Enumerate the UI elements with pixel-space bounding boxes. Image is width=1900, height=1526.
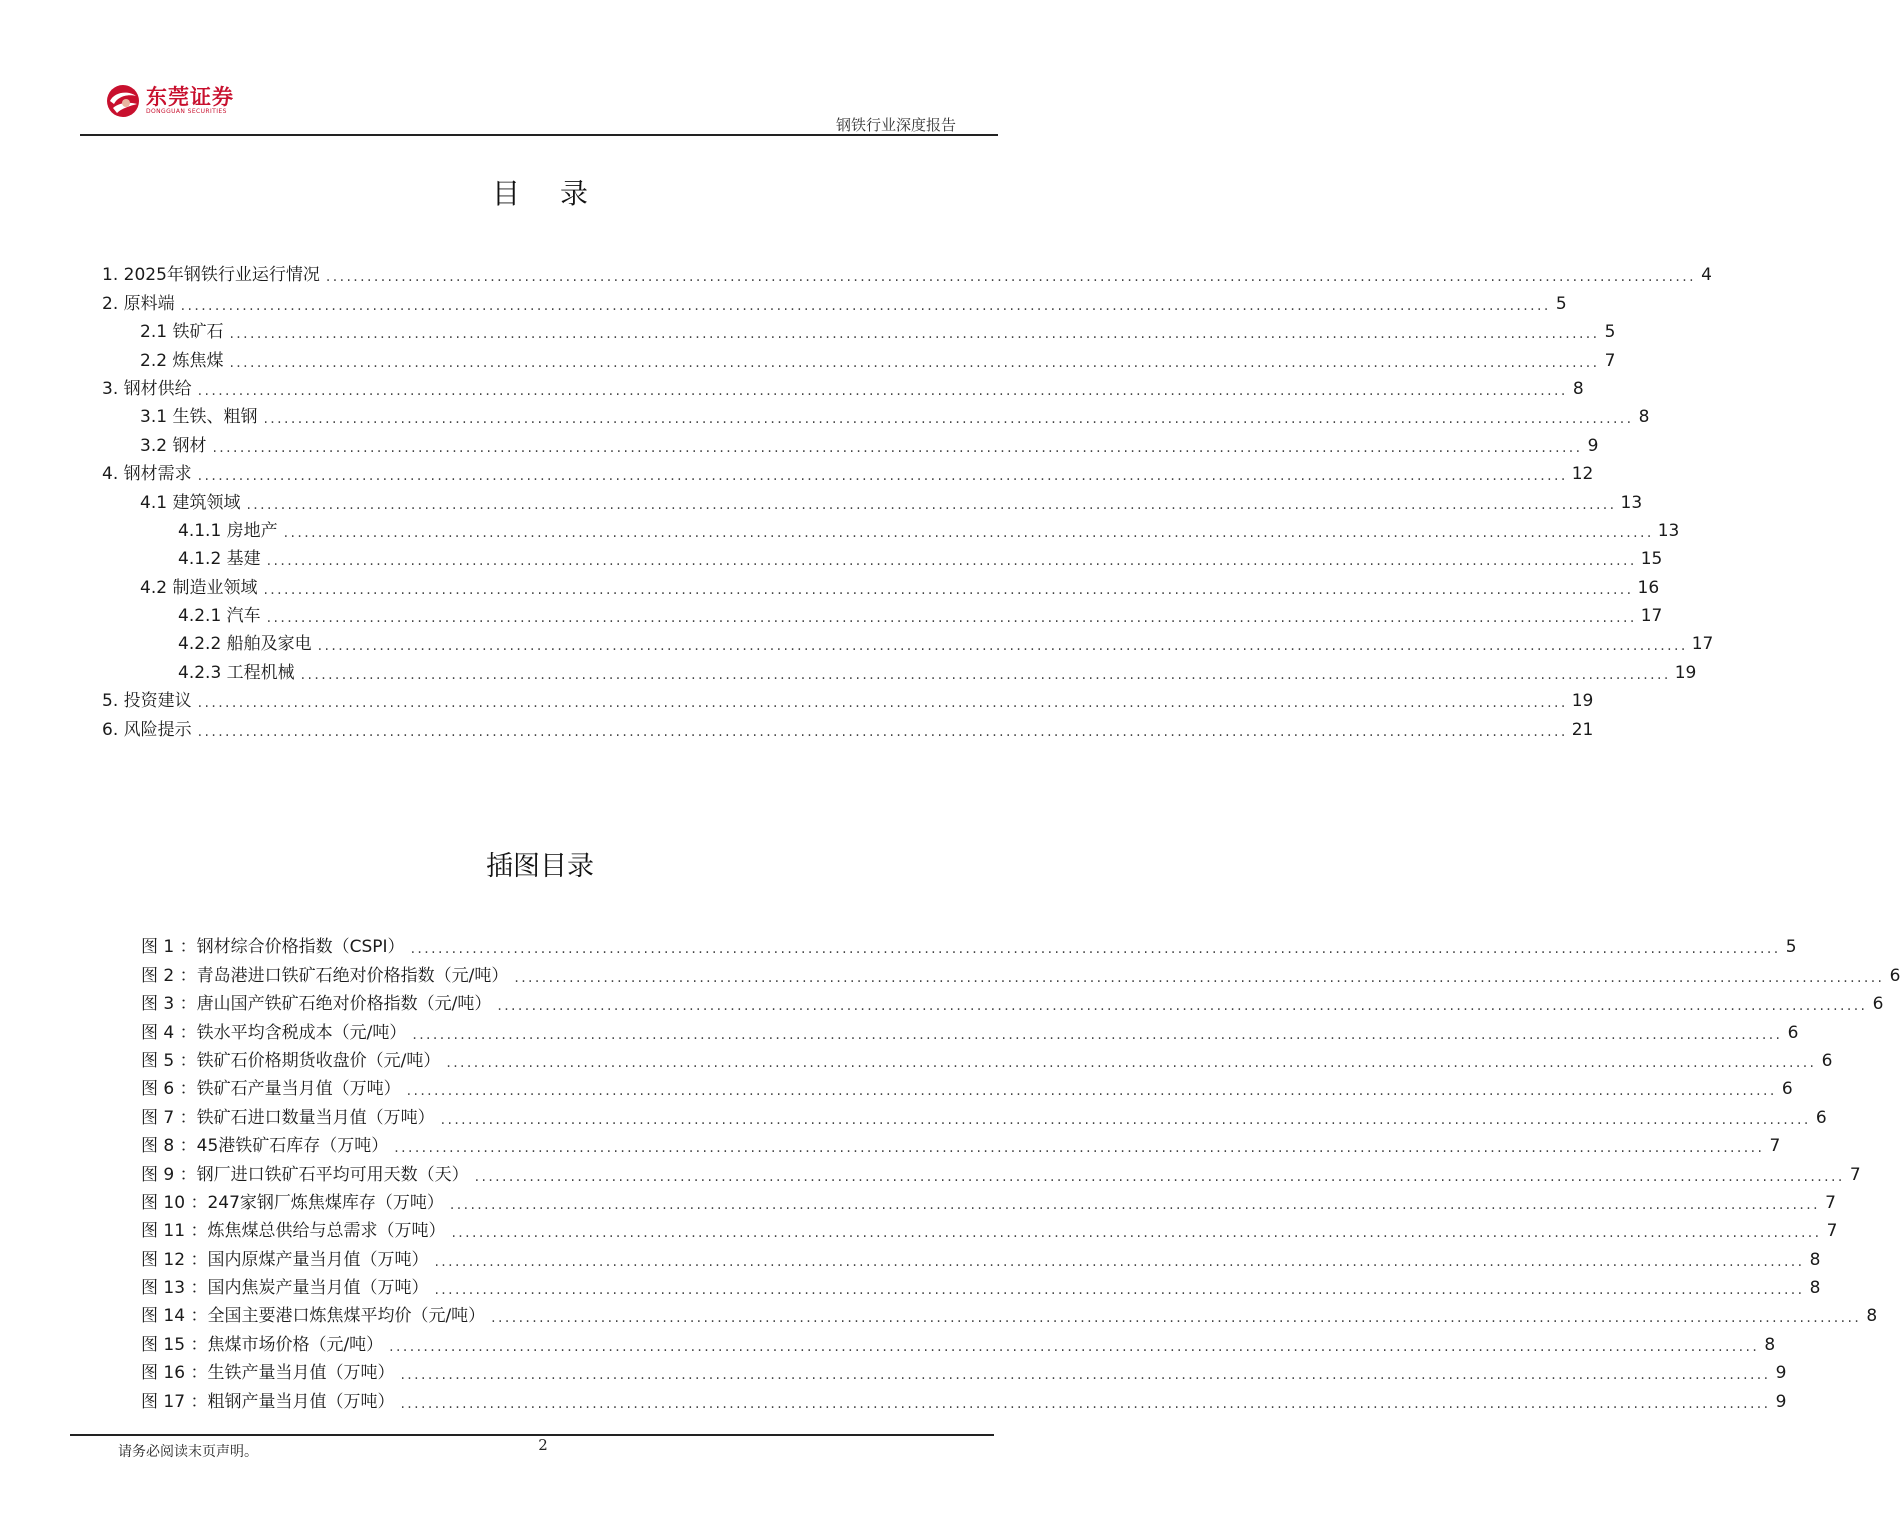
toc-entry-label	[102, 573, 257, 598]
toc-entry-page: 21	[1571, 719, 1594, 740]
toc-entry[interactable]	[102, 711, 1594, 740]
figure-entry-page: 6	[1872, 994, 1884, 1015]
toc-entry-number: 6.	[102, 719, 119, 740]
dot-leader: ........................................................................................................................................................................................................	[410, 941, 1781, 958]
dot-leader: ........................................................................................................................................................................................................	[266, 553, 1637, 570]
dot-leader: ........................................................................................................................................................................................................	[491, 1310, 1862, 1327]
toc-entry-number: 2.	[102, 293, 119, 314]
toc-entry-number: 4.2.2	[178, 634, 222, 655]
dot-leader: ........................................................................................................................................................................................................	[394, 1140, 1765, 1157]
toc-entry-title: 钢材供给	[123, 378, 192, 399]
figure-entry-title: 图 7 ：铁矿石进口数量当月值（万吨）	[141, 1107, 435, 1128]
figure-entry[interactable]	[141, 1071, 1793, 1100]
dot-leader: ........................................................................................................................................................................................................	[497, 998, 1868, 1015]
toc-entry-label	[102, 715, 192, 740]
figure-entry[interactable]	[141, 1383, 1787, 1412]
toc-entry-number: 4.1	[140, 492, 168, 513]
dot-leader: ........................................................................................................................................................................................................	[440, 1111, 1811, 1128]
toc-entry[interactable]	[102, 285, 1567, 314]
dot-leader: ........................................................................................................................................................................................................	[434, 1282, 1805, 1299]
header-divider	[80, 134, 998, 136]
logo-text: 东莞证券	[146, 84, 234, 109]
toc-entry-page: 15	[1640, 549, 1663, 570]
toc-entry-page: 5	[1604, 322, 1616, 343]
toc-entry[interactable]	[102, 598, 1663, 627]
toc-entry-number: 2.1	[140, 322, 168, 343]
figure-entry-page: 9	[1775, 1391, 1787, 1412]
toc-entry-label	[102, 346, 223, 371]
dot-leader: ........................................................................................................................................................................................................	[317, 638, 1688, 655]
toc-entry-label	[102, 658, 295, 683]
toc-entry-title: 铁矿石	[172, 322, 224, 343]
figure-entry[interactable]	[141, 1099, 1827, 1128]
toc-entry-label	[102, 459, 192, 484]
toc-entry-number: 4.2.3	[178, 662, 222, 683]
dot-leader: ........................................................................................................................................................................................................	[434, 1253, 1805, 1270]
toc-entry-page: 19	[1571, 691, 1594, 712]
toc-entry-label	[102, 431, 206, 456]
toc-entry-title: 基建	[226, 549, 261, 570]
toc-entry[interactable]	[102, 342, 1616, 371]
figure-entry-page: 8	[1809, 1278, 1821, 1299]
toc-entry[interactable]	[102, 654, 1697, 683]
toc-entry[interactable]	[102, 427, 1599, 456]
figure-entry-page: 8	[1866, 1306, 1878, 1327]
figure-entry[interactable]	[141, 929, 1797, 958]
dot-leader: ........................................................................................................................................................................................................	[451, 1225, 1822, 1242]
toc-entry-page: 8	[1572, 378, 1584, 399]
figure-list-title: 插图目录	[486, 851, 594, 882]
figure-entry-page: 6	[1821, 1050, 1833, 1071]
dot-leader: ........................................................................................................................................................................................................	[449, 1196, 1820, 1213]
figure-entry-page: 7	[1826, 1221, 1838, 1242]
toc-entry-number: 4.	[102, 464, 119, 485]
toc-entry-label	[102, 289, 175, 314]
toc-entry-number: 4.1.1	[178, 520, 222, 541]
figure-entry-title: 图 1 ：钢材综合价格指数（CSPI）	[141, 937, 405, 958]
toc-entry-page: 4	[1701, 265, 1712, 286]
toc-entry-title: 制造业领域	[172, 577, 258, 598]
toc-entry-number: 4.2.1	[178, 606, 222, 627]
figure-entry-title: 图 17 ：粗钢产量当月值（万吨）	[141, 1391, 395, 1412]
toc-entry-number: 2.2	[140, 350, 168, 371]
toc-entry-number: 3.	[102, 378, 119, 399]
toc-entry-title: 工程机械	[226, 662, 295, 683]
figure-entry[interactable]	[141, 1185, 1836, 1213]
dot-leader: ........................................................................................................................................................................................................	[400, 1395, 1771, 1412]
toc-entry-label	[102, 629, 312, 654]
dot-leader: ........................................................................................................................................................................................................	[263, 411, 1634, 428]
toc-entry-title: 炼焦煤	[172, 350, 224, 371]
toc-entry-title: 2025年钢铁行业运行情况	[123, 265, 320, 286]
toc-entry-page: 7	[1604, 350, 1616, 371]
toc-entry[interactable]	[102, 314, 1616, 343]
dot-leader: ........................................................................................................................................................................................................	[389, 1338, 1760, 1355]
page-header	[80, 78, 998, 136]
toc-entry-title: 生铁、粗钢	[172, 407, 258, 428]
toc-entry-page: 13	[1620, 492, 1643, 513]
toc-entry-page: 12	[1571, 464, 1594, 485]
dot-leader: ........................................................................................................................................................................................................	[197, 695, 1568, 712]
toc-entry-label	[102, 601, 261, 626]
toc-entry-number: 4.2	[140, 577, 168, 598]
toc-entry-page: 17	[1640, 606, 1663, 627]
figure-entry-title: 图 5 ：铁矿石价格期货收盘价（元/吨）	[141, 1050, 441, 1071]
dot-leader: ........................................................................................................................................................................................................	[246, 496, 1617, 513]
figure-entry-title: 图 11 ：炼焦煤总供给与总需求（万吨）	[141, 1221, 446, 1242]
figure-entry[interactable]	[141, 1298, 1878, 1327]
figure-entry[interactable]	[141, 986, 1884, 1015]
toc-entry-number: 3.1	[140, 407, 168, 428]
toc-entry-label	[102, 488, 240, 513]
toc-entry-title: 风险提示	[123, 719, 192, 740]
figure-entry[interactable]	[141, 1326, 1776, 1355]
toc-entry-title: 原料端	[123, 293, 175, 314]
toc-entry-title: 汽车	[226, 606, 261, 627]
figure-entry[interactable]	[141, 1043, 1833, 1071]
figure-entry-title: 图 15 ：焦煤市场价格（元/吨）	[141, 1334, 384, 1355]
dot-leader: ........................................................................................................................................................................................................	[514, 969, 1885, 986]
toc-entry-number: 1.	[102, 265, 119, 286]
toc-entry-page: 16	[1637, 577, 1660, 598]
dot-leader: ........................................................................................................................................................................................................	[263, 581, 1634, 598]
figure-entry-title: 图 14 ：全国主要港口炼焦煤平均价（元/吨）	[141, 1306, 486, 1327]
figure-entry-page: 7	[1849, 1164, 1861, 1185]
toc-entry-label	[102, 374, 192, 399]
dot-leader: ........................................................................................................................................................................................................	[283, 524, 1654, 541]
figure-entry-page: 8	[1809, 1249, 1821, 1270]
figure-entry-page: 7	[1825, 1192, 1836, 1213]
toc-entry-title: 钢材需求	[123, 464, 192, 485]
toc-entry-label	[102, 402, 257, 427]
dot-leader: ........................................................................................................................................................................................................	[229, 326, 1600, 343]
figure-entry-title: 图 13 ：国内焦炭产量当月值（万吨）	[141, 1278, 429, 1299]
toc-entry-label	[102, 317, 223, 342]
dot-leader: ........................................................................................................................................................................................................	[197, 468, 1568, 485]
toc-entry[interactable]	[102, 399, 1650, 428]
figure-entry[interactable]	[141, 1213, 1838, 1242]
toc-entry-number: 5.	[102, 691, 119, 712]
dot-leader: ........................................................................................................................................................................................................	[474, 1168, 1845, 1185]
figure-entry[interactable]	[141, 1355, 1787, 1384]
toc-entry-page: 9	[1587, 435, 1599, 456]
footer-disclaimer: 请务必阅读末页声明。	[118, 1444, 258, 1460]
figure-entry-page: 6	[1781, 1079, 1793, 1100]
toc-entry-title: 钢材	[172, 435, 207, 456]
report-name: 钢铁行业深度报告	[835, 116, 956, 134]
toc-entry[interactable]	[102, 541, 1663, 570]
figure-entry-title: 图 6 ：铁矿石产量当月值（万吨）	[141, 1079, 401, 1100]
toc-entry-page: 17	[1691, 634, 1714, 655]
figure-entry[interactable]	[141, 1014, 1799, 1043]
dot-leader: ........................................................................................................................................................................................................	[197, 723, 1568, 740]
dot-leader: ........................................................................................................................................................................................................	[197, 382, 1568, 399]
page-number: 2	[538, 1436, 548, 1454]
toc-entry-page: 19	[1674, 662, 1697, 683]
toc-entry-label	[102, 260, 320, 285]
dot-leader: ........................................................................................................................................................................................................	[229, 354, 1600, 371]
figure-entry-page: 5	[1785, 937, 1797, 958]
toc-entry[interactable]	[102, 626, 1714, 655]
toc-entry-page: 8	[1638, 407, 1650, 428]
toc-entry-number: 3.2	[140, 435, 168, 456]
figure-entry-title: 图 10 ：247家钢厂炼焦煤库存（万吨）	[141, 1192, 444, 1213]
figure-entry[interactable]	[141, 1270, 1821, 1299]
toc-entry-label	[102, 544, 261, 569]
toc-entry-page: 13	[1657, 520, 1680, 541]
toc-entry-title: 船舶及家电	[226, 634, 312, 655]
toc-entry[interactable]	[102, 257, 1712, 286]
figure-entry-title: 图 12 ：国内原煤产量当月值（万吨）	[141, 1249, 429, 1270]
figure-entry-page: 7	[1769, 1136, 1781, 1157]
figure-entry-title: 图 4 ：铁水平均含税成本（元/吨）	[141, 1022, 407, 1043]
toc-entry-page: 5	[1555, 293, 1567, 314]
toc-entry[interactable]	[102, 683, 1594, 712]
figure-entry[interactable]	[141, 1128, 1781, 1157]
figure-entry-title: 图 16 ：生铁产量当月值（万吨）	[141, 1363, 395, 1384]
toc-entry-label	[102, 516, 278, 541]
dot-leader: ........................................................................................................................................................................................................	[446, 1054, 1817, 1071]
dot-leader: ........................................................................................................................................................................................................	[180, 297, 1551, 314]
logo-swirl-icon	[106, 84, 140, 118]
toc-entry[interactable]	[102, 456, 1594, 485]
dot-leader: ........................................................................................................................................................................................................	[300, 666, 1671, 683]
figure-entry[interactable]	[141, 1156, 1861, 1185]
toc-entry-number: 4.1.2	[178, 549, 222, 570]
figure-entry-page: 6	[1787, 1022, 1799, 1043]
toc-entry[interactable]	[102, 569, 1660, 598]
toc-entry[interactable]	[102, 484, 1643, 513]
toc-list	[102, 257, 1714, 740]
toc-entry[interactable]	[102, 513, 1680, 541]
figure-entry[interactable]	[141, 1241, 1821, 1270]
dot-leader: ........................................................................................................................................................................................................	[406, 1083, 1777, 1100]
figure-entry-title: 图 8 ：45港铁矿石库存（万吨）	[141, 1136, 389, 1157]
dot-leader: ........................................................................................................................................................................................................	[412, 1026, 1783, 1043]
toc-title: 目录	[491, 177, 628, 210]
figure-entry-page: 6	[1815, 1107, 1827, 1128]
dot-leader: ........................................................................................................................................................................................................	[325, 269, 1696, 286]
toc-entry-title: 房地产	[226, 520, 278, 541]
figure-entry-title: 图 9 ：钢厂进口铁矿石平均可用天数（天）	[141, 1164, 469, 1185]
toc-entry-title: 投资建议	[123, 691, 192, 712]
toc-entry-label	[102, 686, 192, 711]
figure-entry-title: 图 2 ：青岛港进口铁矿石绝对价格指数（元/吨）	[141, 965, 509, 986]
figure-entry[interactable]	[141, 957, 1900, 986]
figure-list	[141, 929, 1900, 1412]
dot-leader: ........................................................................................................................................................................................................	[266, 610, 1637, 627]
toc-entry[interactable]	[102, 371, 1584, 399]
figure-entry-page: 8	[1764, 1334, 1776, 1355]
figure-entry-page: 9	[1775, 1363, 1787, 1384]
figure-entry-title: 图 3 ：唐山国产铁矿石绝对价格指数（元/吨）	[141, 994, 492, 1015]
dot-leader: ........................................................................................................................................................................................................	[212, 439, 1583, 456]
logo-subtext: DONGGUAN SECURITIES	[146, 108, 227, 115]
figure-entry-page: 6	[1889, 965, 1900, 986]
dot-leader: ........................................................................................................................................................................................................	[400, 1367, 1771, 1384]
toc-entry-title: 建筑领域	[172, 492, 241, 513]
company-logo	[106, 84, 234, 118]
